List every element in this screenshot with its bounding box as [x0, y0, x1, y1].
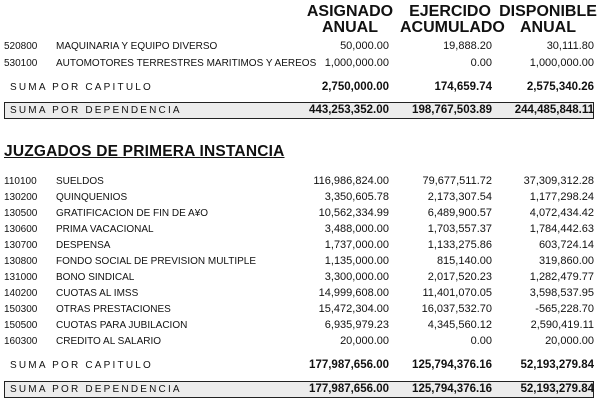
table-row	[0, 238, 600, 253]
row-concept: CREDITO AL SALARIO	[56, 336, 162, 347]
header-ejercido-line1: EJERCIDO	[409, 3, 491, 20]
table-row	[0, 206, 600, 221]
row-asignado: 14,999,608.00	[318, 287, 389, 299]
table-row	[0, 302, 600, 317]
row-asignado: 50,000.00	[340, 40, 389, 52]
suma-dependencia-label: SUMA POR DEPENDENCIA	[10, 105, 182, 116]
table-row	[0, 56, 600, 71]
row-code: 530100	[4, 58, 38, 69]
row-disponible: 1,784,442.63	[529, 223, 594, 235]
row-concept: FONDO SOCIAL DE PREVISION MULTIPLE	[56, 256, 257, 267]
row-asignado: 1,737,000.00	[324, 239, 389, 251]
row-code: 520800	[4, 41, 38, 52]
row-concept: DESPENSA	[56, 240, 111, 251]
header-ejercido-line2: ACUMULADO	[400, 19, 505, 36]
row-disponible: 30,111.80	[546, 40, 594, 52]
suma-capitulo-label: SUMA POR CAPITULO	[10, 82, 153, 93]
row-code: 131000	[4, 272, 38, 283]
row-code: 150300	[4, 304, 38, 315]
table-row	[0, 270, 600, 285]
row-asignado: 3,350,605.78	[324, 191, 389, 203]
row-concept: SUELDOS	[56, 176, 104, 187]
row-asignado: 3,488,000.00	[324, 223, 389, 235]
header-asignado	[306, 4, 394, 36]
row-ejercido: 11,401,070.05	[422, 287, 492, 299]
row-ejercido: 19,888.20	[443, 40, 492, 52]
suma-dependencia-disponible: 52,193,279.84	[520, 383, 594, 395]
row-code: 130600	[4, 224, 38, 235]
row-disponible: 1,177,298.24	[529, 191, 594, 203]
suma-capitulo-ejercido: 125,794,376.16	[412, 359, 492, 371]
row-concept: GRATIFICACION DE FIN DE A¥O	[56, 208, 209, 219]
row-ejercido: 4,345,560.12	[427, 319, 492, 331]
row-ejercido: 6,489,900.57	[427, 207, 492, 219]
row-disponible: 319,860.00	[538, 255, 594, 267]
row-disponible: 2,590,419.11	[530, 319, 594, 331]
suma-por-capitulo	[0, 79, 600, 96]
row-code: 130800	[4, 256, 38, 267]
row-ejercido: 0.00	[470, 335, 492, 347]
row-code: 130200	[4, 192, 38, 203]
suma-dependencia-asignado: 443,253,352.00	[309, 104, 389, 116]
row-code: 130500	[4, 208, 38, 219]
suma-capitulo-ejercido: 174,659.74	[434, 81, 492, 93]
row-asignado: 10,562,334.99	[318, 207, 389, 219]
row-code: 140200	[4, 288, 38, 299]
row-code: 110100	[4, 176, 37, 187]
row-ejercido: 2,173,307.54	[427, 191, 492, 203]
row-ejercido: 815,140.00	[436, 255, 492, 267]
row-disponible: -565,228.70	[535, 303, 594, 315]
suma-capitulo-asignado: 2,750,000.00	[321, 81, 389, 93]
row-disponible: 1,000,000.00	[529, 57, 594, 69]
table-row	[0, 190, 600, 205]
row-concept: QUINQUENIOS	[56, 192, 128, 203]
row-asignado: 15,472,304.00	[318, 303, 389, 315]
row-ejercido: 1,703,557.37	[427, 223, 492, 235]
row-ejercido: 1,133,275.86	[427, 239, 492, 251]
row-asignado: 1,135,000.00	[324, 255, 389, 267]
header-ejercido	[400, 3, 505, 36]
row-code: 150500	[4, 320, 38, 331]
suma-por-capitulo	[0, 357, 600, 374]
row-disponible: 37,309,312.28	[523, 175, 594, 187]
row-asignado: 20,000.00	[340, 335, 389, 347]
suma-dependencia-disponible: 244,485,848.11	[514, 104, 594, 116]
header-disponible	[496, 4, 600, 36]
row-ejercido: 79,677,511.72	[422, 175, 492, 187]
suma-dependencia-label: SUMA POR DEPENDENCIA	[10, 384, 182, 395]
row-disponible: 4,072,434.42	[529, 207, 594, 219]
table-row	[0, 39, 600, 54]
table-row	[0, 286, 600, 301]
table-row	[0, 254, 600, 269]
suma-capitulo-label: SUMA POR CAPITULO	[10, 360, 153, 371]
row-asignado: 116,986,824.00	[313, 175, 389, 187]
row-disponible: 1,282,479.77	[529, 271, 594, 283]
row-asignado: 3,300,000.00	[324, 271, 389, 283]
row-concept: PRIMA VACACIONAL	[56, 224, 154, 235]
suma-dependencia-asignado: 177,987,656.00	[309, 383, 389, 395]
row-asignado: 6,935,979.23	[324, 319, 389, 331]
header-asignado-line1: ASIGNADO	[306, 3, 394, 20]
table-row	[0, 318, 600, 333]
row-disponible: 603,724.14	[538, 239, 594, 251]
row-disponible: 20,000.00	[545, 335, 594, 347]
suma-por-dependencia	[0, 102, 600, 119]
header-disponible-line2: ANUAL	[520, 19, 576, 36]
row-asignado: 1,000,000.00	[324, 57, 389, 69]
table-row	[0, 222, 600, 237]
suma-capitulo-disponible: 2,575,340.26	[526, 81, 594, 93]
suma-dependencia-ejercido: 125,794,376.16	[412, 383, 492, 395]
row-ejercido: 2,017,520.23	[427, 271, 492, 283]
table-row	[0, 334, 600, 349]
row-code: 130700	[4, 240, 38, 251]
suma-capitulo-asignado: 177,987,656.00	[309, 359, 389, 371]
header-asignado-line2: ANUAL	[322, 19, 378, 36]
row-concept: CUOTAS PARA JUBILACION	[56, 320, 188, 331]
row-ejercido: 0.00	[470, 57, 492, 69]
row-concept: MAQUINARIA Y EQUIPO DIVERSO	[56, 41, 218, 52]
header-disponible-line1: DISPONIBLE	[499, 3, 597, 20]
row-concept: AUTOMOTORES TERRESTRES MARITIMOS Y AEREOS	[56, 58, 317, 69]
row-concept: BONO SINDICAL	[56, 272, 135, 283]
row-disponible: 3,598,537.95	[529, 287, 594, 299]
section-title: JUZGADOS DE PRIMERA INSTANCIA	[4, 143, 285, 160]
table-row	[0, 174, 600, 189]
row-concept: OTRAS PRESTACIONES	[56, 304, 171, 315]
row-concept: CUOTAS AL IMSS	[56, 288, 139, 299]
suma-por-dependencia	[0, 381, 600, 398]
row-code: 160300	[4, 336, 38, 347]
suma-dependencia-ejercido: 198,767,503.89	[412, 104, 492, 116]
suma-capitulo-disponible: 52,193,279.84	[520, 359, 594, 371]
row-ejercido: 16,037,532.70	[421, 303, 492, 315]
